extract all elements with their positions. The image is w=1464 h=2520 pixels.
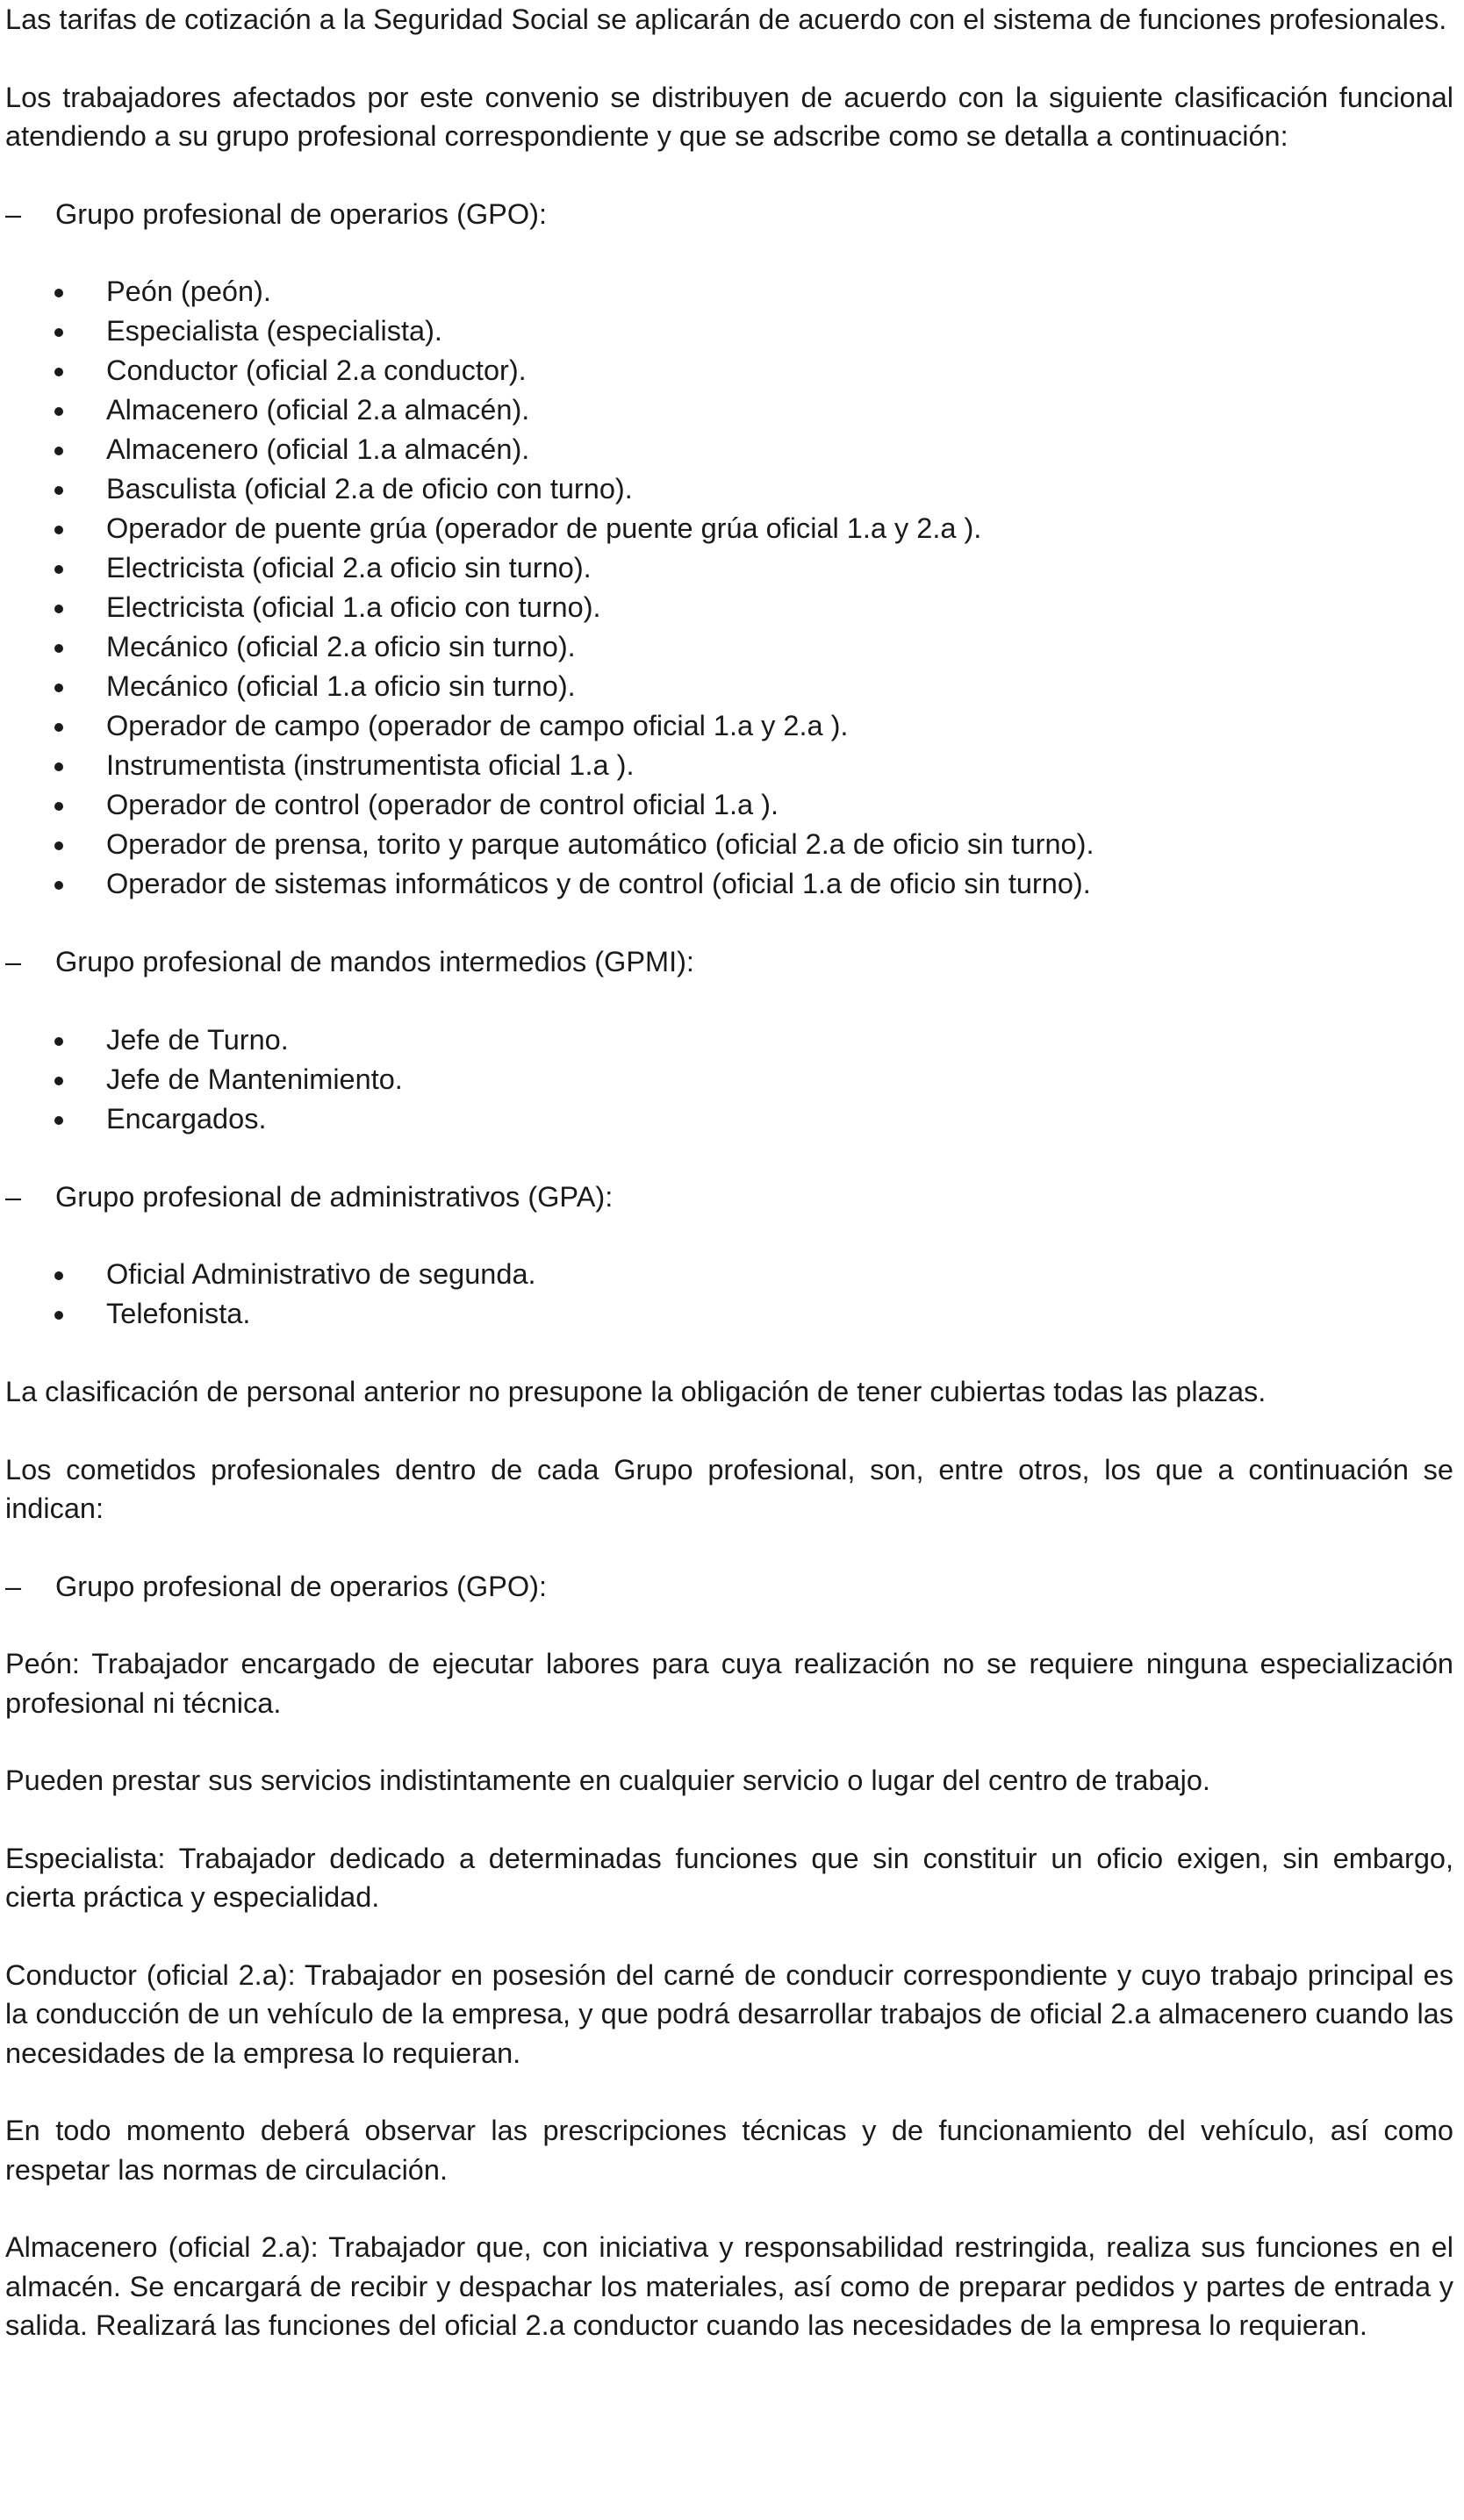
group-heading-gpo-repeat xyxy=(5,1567,1453,1607)
group-heading-text: Grupo profesional de administrativos (GPA): xyxy=(55,1180,614,1213)
paragraph-servicios: Pueden prestar sus servicios indistintamente en cualquier servicio o lugar del centro de trabajo. xyxy=(5,1765,1210,1796)
bullet-icon xyxy=(54,644,63,653)
paragraph-tarifas: Las tarifas de cotización a la Seguridad Social se aplicarán de acuerdo con el sistema de funciones profesionales. xyxy=(5,4,1447,35)
list-item xyxy=(5,746,1453,785)
bullet-icon xyxy=(54,841,63,850)
list-item-text: Mecánico (oficial 2.a oficio sin turno). xyxy=(106,631,576,662)
list-item xyxy=(5,548,1453,588)
bullet-icon xyxy=(54,526,63,534)
list-item xyxy=(5,509,1453,548)
group-heading-text: Grupo profesional de mandos intermedios (GPMI): xyxy=(55,946,694,977)
bullet-icon xyxy=(54,802,63,811)
group-heading-text: Grupo profesional de operarios (GPO): xyxy=(55,1570,547,1602)
list-item xyxy=(5,351,1453,390)
list-item-text: Mecánico (oficial 1.a oficio sin turno). xyxy=(106,670,576,702)
bullet-icon xyxy=(54,684,63,692)
bullet-icon xyxy=(54,605,63,613)
list-item-text: Electricista (oficial 1.a oficio con turno). xyxy=(106,591,601,623)
group-heading-text: Grupo profesional de operarios (GPO): xyxy=(55,197,547,230)
list-item-text: Basculista (oficial 2.a de oficio con turno). xyxy=(106,473,633,505)
list-item xyxy=(5,785,1453,825)
list-item-text: Peón (peón). xyxy=(106,276,271,307)
list-item xyxy=(5,430,1453,469)
bullet-icon xyxy=(54,723,63,732)
list-item-text: Electricista (oficial 2.a oficio sin turno). xyxy=(106,552,592,583)
bullet-icon xyxy=(54,1311,63,1320)
list-item-text: Conductor (oficial 2.a conductor). xyxy=(106,354,527,386)
group-heading-gpa xyxy=(5,1178,1453,1217)
dash-marker: – xyxy=(5,1180,22,1213)
group-heading-gpo xyxy=(5,195,1453,234)
list-item-text: Encargados. xyxy=(106,1102,267,1135)
list-item-text: Jefe de Mantenimiento. xyxy=(106,1063,403,1095)
paragraph-vehiculo: En todo momento deberá observar las prescripciones técnicas y de funcionamiento del vehículo, así como respetar las normas de circulación. xyxy=(5,2115,1453,2186)
list-item-text: Almacenero (oficial 2.a almacén). xyxy=(106,394,530,426)
list-item xyxy=(5,311,1453,351)
list-item xyxy=(5,588,1453,627)
list-item xyxy=(5,825,1453,864)
list-item-text: Operador de prensa, torito y parque automático (oficial 2.a de oficio sin turno). xyxy=(106,828,1094,860)
bullet-icon xyxy=(54,762,63,771)
paragraph-clasificacion: Los trabajadores afectados por este convenio se distribuyen de acuerdo con la siguiente clasificación funcional atendiendo a su grupo profesional correspondiente y que se adscribe como se detalla a continuación: xyxy=(5,81,1453,152)
dash-marker: – xyxy=(5,1570,22,1602)
list-item-text: Especialista (especialista). xyxy=(106,315,442,347)
paragraph-peon: Peón: Trabajador encargado de ejecutar labores para cuya realización no se requiere ninguna especialización profesional ni técnica. xyxy=(5,1648,1453,1719)
list-item-text: Jefe de Turno. xyxy=(106,1023,289,1056)
bullet-icon xyxy=(54,1077,63,1085)
group-heading-gpmi xyxy=(5,942,1453,982)
list-item-text: Telefonista. xyxy=(106,1298,251,1329)
bullet-icon xyxy=(54,1116,63,1125)
bullet-icon xyxy=(54,447,63,455)
list-item-text: Operador de control (operador de control oficial 1.a ). xyxy=(106,789,779,820)
bullet-icon xyxy=(54,407,63,416)
list-item xyxy=(5,1020,1453,1060)
gpa-list xyxy=(5,1255,1453,1334)
bullet-icon xyxy=(54,486,63,495)
list-item xyxy=(5,667,1453,706)
bullet-icon xyxy=(54,1037,63,1046)
list-item xyxy=(5,864,1453,904)
list-item xyxy=(5,1099,1453,1139)
dash-marker: – xyxy=(5,197,22,230)
bullet-icon xyxy=(54,328,63,337)
paragraph-conductor: Conductor (oficial 2.a): Trabajador en posesión del carné de conducir correspondiente y cuyo trabajo principal es la conducción de un vehículo de la empresa, y que podrá desarrollar trabajos de oficial 2.a almacenero cuando las necesidades de la empresa lo requieran. xyxy=(5,1958,1453,2069)
list-item xyxy=(5,627,1453,667)
bullet-icon xyxy=(54,565,63,574)
paragraph-especialista: Especialista: Trabajador dedicado a determinadas funciones que sin constituir un oficio exigen, sin embargo, cierta práctica y especialidad. xyxy=(5,1842,1453,1913)
paragraph-almacenero: Almacenero (oficial 2.a): Trabajador que, con iniciativa y responsabilidad restringida, realiza sus funciones en el almacén. Se encargará de recibir y despachar los materiales, así como de preparar pedidos y partes de entrada y salida. Realizará las funciones del oficial 2.a conductor cuando las necesidades de la empresa lo requieran. xyxy=(5,2231,1453,2341)
list-item-text: Operador de puente grúa (operador de puente grúa oficial 1.a y 2.a ). xyxy=(106,512,982,544)
bullet-icon xyxy=(54,368,63,376)
list-item xyxy=(5,469,1453,509)
list-item xyxy=(5,1294,1453,1334)
list-item xyxy=(5,272,1453,311)
list-item-text: Operador de sistemas informáticos y de control (oficial 1.a de oficio sin turno). xyxy=(106,868,1091,899)
dash-marker: – xyxy=(5,946,22,977)
list-item-text: Almacenero (oficial 1.a almacén). xyxy=(106,433,530,465)
bullet-icon xyxy=(54,881,63,890)
bullet-icon xyxy=(54,289,63,297)
document-page xyxy=(5,0,1453,2345)
list-item xyxy=(5,390,1453,430)
paragraph-clasificacion-personal: La clasificación de personal anterior no presupone la obligación de tener cubiertas todas las plazas. xyxy=(5,1376,1267,1407)
gpmi-list xyxy=(5,1020,1453,1139)
paragraph-cometidos: Los cometidos profesionales dentro de cada Grupo profesional, son, entre otros, los que a continuación se indican: xyxy=(5,1453,1453,1524)
list-item-text: Instrumentista (instrumentista oficial 1.a ). xyxy=(106,749,635,781)
list-item xyxy=(5,1060,1453,1099)
list-item xyxy=(5,706,1453,746)
gpo-list xyxy=(5,272,1453,904)
list-item-text: Oficial Administrativo de segunda. xyxy=(106,1258,536,1290)
list-item-text: Operador de campo (operador de campo oficial 1.a y 2.a ). xyxy=(106,710,849,741)
list-item xyxy=(5,1255,1453,1294)
bullet-icon xyxy=(54,1271,63,1280)
